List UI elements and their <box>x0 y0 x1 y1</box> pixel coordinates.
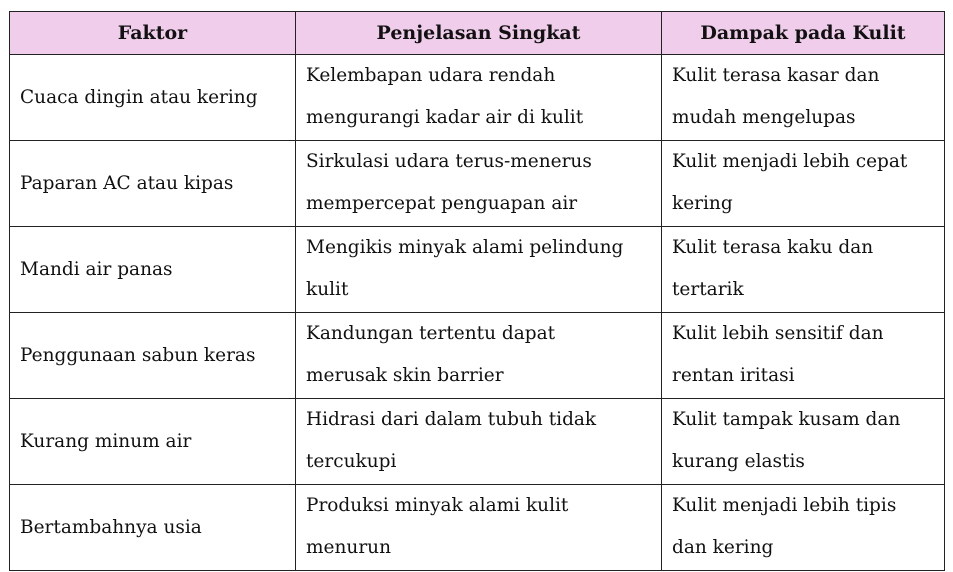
cell-dampak <box>662 313 945 399</box>
header-faktor: Faktor <box>10 12 296 55</box>
line: Kulit menjadi lebih cepat <box>672 151 908 172</box>
line: Kulit terasa kasar dan <box>672 65 880 86</box>
cell-dampak <box>662 55 945 141</box>
cell-dampak <box>662 485 945 571</box>
line: Kulit terasa kaku dan <box>672 237 874 258</box>
header-dampak: Dampak pada Kulit <box>662 12 945 55</box>
line: tertarik <box>672 279 744 300</box>
line: Mengikis minyak alami pelindung <box>306 237 624 258</box>
line: mudah mengelupas <box>672 107 856 128</box>
cell-faktor: Cuaca dingin atau kering <box>10 55 296 141</box>
line: kulit <box>306 279 349 300</box>
line: mengurangi kadar air di kulit <box>306 107 584 128</box>
line: kering <box>672 193 733 214</box>
line: Produksi minyak alami kulit <box>306 495 569 516</box>
line: Kandungan tertentu dapat <box>306 323 556 344</box>
table-row <box>10 141 945 227</box>
cell-dampak <box>662 399 945 485</box>
line: rentan iritasi <box>672 365 795 386</box>
table-row <box>10 399 945 485</box>
line: mempercepat penguapan air <box>306 193 578 214</box>
line: dan kering <box>672 537 774 558</box>
line: menurun <box>306 537 391 558</box>
table-row <box>10 55 945 141</box>
table-row <box>10 485 945 571</box>
cell-penjelasan <box>296 141 662 227</box>
line: kurang elastis <box>672 451 805 472</box>
cell-penjelasan <box>296 399 662 485</box>
cell-dampak <box>662 141 945 227</box>
line: Sirkulasi udara terus-menerus <box>306 151 592 172</box>
line: Kelembapan udara rendah <box>306 65 556 86</box>
cell-penjelasan <box>296 227 662 313</box>
cell-faktor: Paparan AC atau kipas <box>10 141 296 227</box>
table-row <box>10 313 945 399</box>
cell-penjelasan <box>296 55 662 141</box>
table-row <box>10 227 945 313</box>
line: Kulit tampak kusam dan <box>672 409 901 430</box>
line: Hidrasi dari dalam tubuh tidak <box>306 409 597 430</box>
cell-penjelasan <box>296 313 662 399</box>
skin-factors-table <box>9 11 945 571</box>
cell-faktor: Bertambahnya usia <box>10 485 296 571</box>
cell-penjelasan <box>296 485 662 571</box>
line: tercukupi <box>306 451 397 472</box>
line: Kulit lebih sensitif dan <box>672 323 884 344</box>
cell-faktor: Penggunaan sabun keras <box>10 313 296 399</box>
cell-faktor: Mandi air panas <box>10 227 296 313</box>
header-row <box>10 12 945 55</box>
cell-dampak <box>662 227 945 313</box>
header-penjelasan: Penjelasan Singkat <box>296 12 662 55</box>
line: merusak skin barrier <box>306 365 504 386</box>
line: Kulit menjadi lebih tipis <box>672 495 897 516</box>
cell-faktor: Kurang minum air <box>10 399 296 485</box>
